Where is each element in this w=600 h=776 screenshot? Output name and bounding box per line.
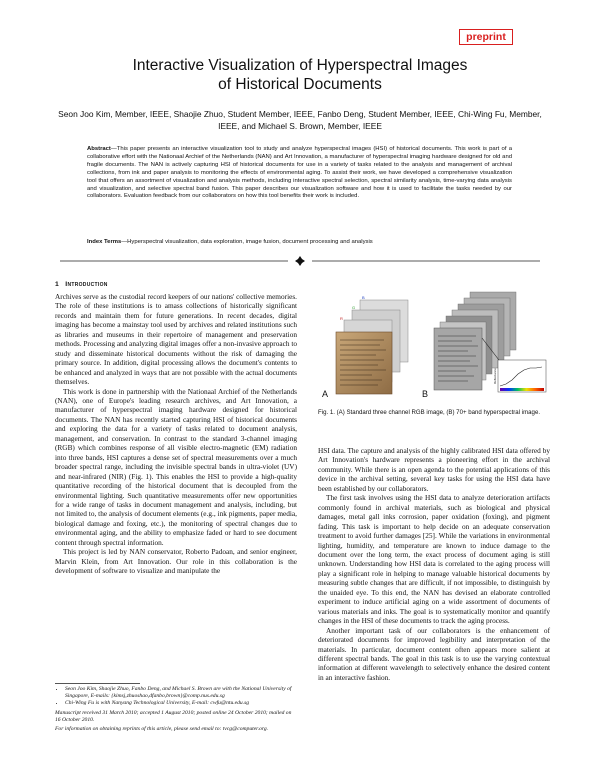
section-number: 1 xyxy=(55,281,59,288)
abstract xyxy=(87,146,512,201)
paragraph: This work is done in partnership with the Nationaal Archief of the Netherlands (NAN), one of Europe's leading research archives, and Art Innovation, a manufacturer of hyperspectral imaging hardware designed for historical documents. The NAN has recently started capturing HSI of historical documents and exploring the data for a variety of tasks related to document analysis, management, and conservation. In contrast to the standard 3-channel imaging (RGB) which combines response of all visible electro-magnetic (EM) radiation into three bands, HSI captures a dense set of spectral measurements over a much broader spectral range, including the invisible spectral bands in ultra-violet (UV) and near-infrared (NIR) (Fig. 1). This enables the HSI to provide a high-quality quantitative recording of the historical document that is decoupled from the environmental lighting. Such quantitative measurements offer new opportunities for a wide range of tasks in document management and analysis, including, but not limited to, the analysis of document elements (e.g., ink pigments, paper media, biological damage and foxing, etc.), the monitoring of spectral changes due to environmental aging, and the ability to emphasize faded or hard to see document content through spectral information. xyxy=(55,386,297,547)
author-list: Seon Joo Kim, Member, IEEE, Shaojie Zhuo, Student Member, IEEE, Fanbo Deng, Student Member, IEEE, Chi-Wing Fu, Member, IEEE, and Michael S. Brown, Member, IEEE xyxy=(58,109,542,131)
index-terms xyxy=(87,238,512,246)
plot-axis-label: Reflectance xyxy=(493,368,497,384)
right-column-body xyxy=(318,446,550,682)
figure-label-b: B xyxy=(422,389,429,399)
figure-caption: Fig. 1. (A) Standard three channel RGB image, (B) 70+ band hyperspectral image. xyxy=(318,409,541,416)
abstract-label: Abstract xyxy=(87,146,111,152)
section-separator xyxy=(60,256,540,266)
spectrum-plot xyxy=(493,360,546,392)
manuscript-note: Manuscript received 31 March 2010; accepted 1 August 2010; posted online 24 October 2010; mailed on 16 October 2010. xyxy=(55,709,292,723)
index-terms-text: —Hyperspectral visualization, data exploration, image fusion, document processing and analysis xyxy=(121,239,373,245)
paragraph: The first task involves using the HSI data to analyze deterioration artifacts commonly found in archival materials, such as biological and physical damages, metal gall inks corrosion, paper oxidation (foxing), and pigment fading. This task is important to help decide on an adequate conservation treatment to avoid further damages [25]. While the variations in environmental lighting, humidity, and temperature are known to induce damage to the document over the long term, the exact process of document aging is still unknown. Understanding how HSI data is correlated to the aging process will play a significant role in helping to manage valuable historical documents by measuring subtle changes that are difficult, if not impossible, to distinguish by the unaided eye. To this end, the NAN has devised an elaborate controlled experiment to induce artificial aging on a wide assortment of documents of various materials and inks. The goal is to systematically monitor and quantify changes in the HSI of these documents to track the aging process. xyxy=(318,493,550,626)
footnote-rule xyxy=(55,683,140,684)
index-terms-label: Index Terms xyxy=(87,239,122,245)
paper-title xyxy=(60,56,540,94)
footnote-affiliation: • Seon Joo Kim, Shaojie Zhuo, Fanbo Deng, and Michael S. Brown are with the National University of Singapore, E-mails: {kimsj,zhuoshao,dfanbo,brown}@comp.nus.edu.sg xyxy=(65,686,297,700)
paragraph: Another important task of our collaborators is the enhancement of deteriorated documents for improved legibility and interpretation of the materials. In particular, document content often appears more salient at different spectral bands. The goal in this task is to use the varying contextual information at different wavelength to selectively enhance the desired content in an interactive fashion. xyxy=(318,625,550,682)
svg-text:R: R xyxy=(340,316,343,321)
section-heading xyxy=(55,281,108,288)
rgb-image-stack xyxy=(336,295,408,394)
preprint-badge: preprint xyxy=(459,29,513,45)
paragraph: This project is led by NAN conservator, Roberto Padoan, and senior engineer, Marvin Klein, from Art Innovation. Our role in this collaboration is the development of software to visualize and manipulate the xyxy=(55,547,297,576)
figure-1 xyxy=(318,288,550,400)
footnote-affiliation: • Chi-Wing Fu is with Nanyang Technological University, E-mail: cwfu@ntu.edu.sg xyxy=(65,700,297,707)
figure-label-a: A xyxy=(322,389,329,399)
footnotes xyxy=(55,686,297,733)
paragraph: HSI data. The capture and analysis of the highly calibrated HSI data offered by Art Innovation's hardware represents a pioneering effort in the archival community. While there is an open agenda to the potential applications of this device in the archival setting, several key tasks for using the HSI data have been established by our collaborators. xyxy=(318,446,550,493)
abstract-text: —This paper presents an interactive visualization tool to study and analyze hyperspectral images (HSI) of historical documents. This work is part of a collaborative effort with the Nationaal Archief of the Netherlands (NAN) and Art Innovation, a manufacturer of hyperspectral imaging hardware designed for old and fragile documents. The NAN is actively capturing HSI of historical documents for use in a variety of tasks related to the analysis and management of archival collections, from ink and paper analysis to monitoring the effects of environmental aging. To assist their work, we have developed a comprehensive visualization tool that offers an assortment of visualization and analysis methods, including interactive spectral selection, spectral similarity analysis, time-varying data analysis and visualization, and selective spectral band fusion. This paper describes our visualization software and how it is used to facilitate the tasks needed by our collaborators. Evaluation feedback from our collaborators on how this tool benefits their work is included. xyxy=(87,146,512,200)
section-title: Introduction xyxy=(65,281,108,288)
svg-text:G: G xyxy=(352,305,356,310)
paragraph: Archives serve as the custodial record keepers of our nations' collective memories. The role of these institutions is to amass collections of historically significant records and maintain them for future generations. In recent decades, digital imaging has become a mainstay tool used by archives and related institutions such as libraries and museums in their repertoire of management and preservation methods. Processing and analyzing digital images offer a non-invasive approach to study and disseminate historical documents without the risk of damaging the primary source. In addition, digital processing allows the document's contents to be enhanced and analyzed in ways that are not possible with the actual documents themselves. xyxy=(55,292,298,387)
reprints-note: For information on obtaining reprints of this article, please send email to: tvcg@computer.org. xyxy=(55,726,269,733)
diamond-ornament-icon xyxy=(295,256,305,266)
svg-text:B: B xyxy=(362,295,365,300)
left-column-body xyxy=(55,292,297,576)
title-line-1: Interactive Visualization of Hyperspectral Images xyxy=(132,57,468,74)
title-line-2: of Historical Documents xyxy=(218,76,382,93)
